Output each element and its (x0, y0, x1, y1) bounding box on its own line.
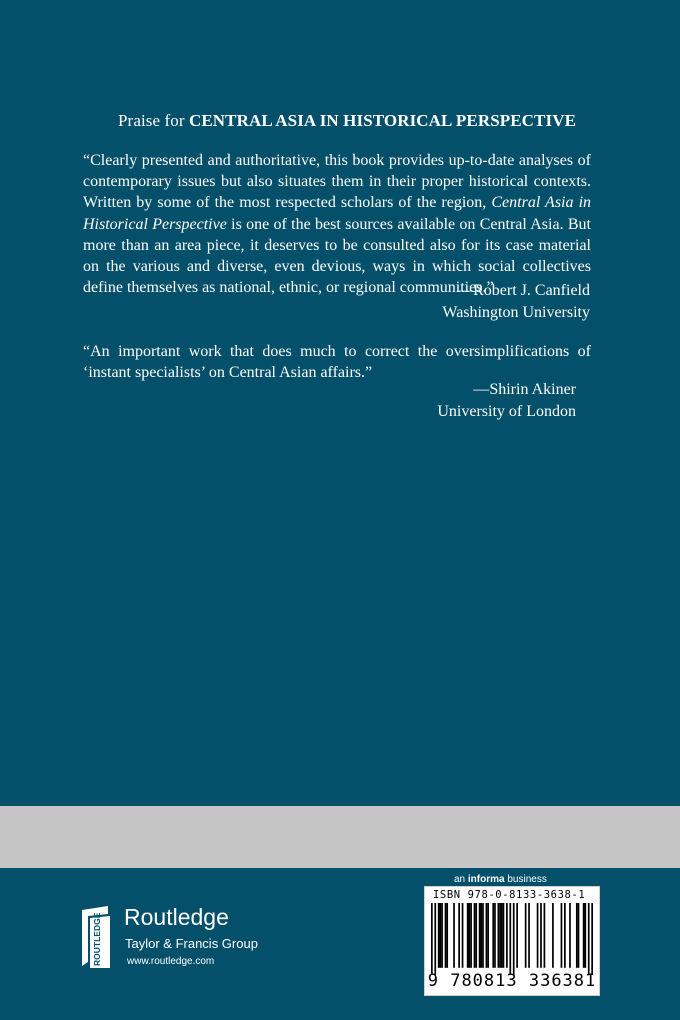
informa-tagline (454, 874, 547, 885)
barcode-bar (482, 903, 484, 968)
barcode-bar (440, 903, 442, 968)
barcode-bar (564, 903, 566, 968)
barcode-bar (474, 903, 476, 968)
quote-1-attribution (442, 280, 590, 323)
barcode-bar (561, 903, 563, 968)
quote-1-text-before: “Clearly presented and authoritative, this book provides up-to-date analyses of contemporary issues but also situates them in their proper historical contexts. Written by some of the most respected scholars of the region, (83, 152, 591, 212)
barcode-bar (501, 903, 503, 968)
isbn-barcode (424, 886, 600, 996)
barcode-bar (469, 903, 471, 968)
quote-2-author: —Shirin Akiner (473, 381, 576, 398)
barcode-bar (576, 903, 578, 968)
barcode-bar (537, 903, 539, 968)
barcode-bar (552, 903, 554, 968)
barcode-bar (470, 903, 472, 968)
logo-mark-letters: ROUTLEDGE (92, 912, 102, 966)
barcode-bar (569, 903, 571, 968)
quote-1-author: —Robert J. Canfield (457, 282, 590, 299)
quote-2-affiliation: University of London (437, 402, 576, 420)
barcode-bar (584, 903, 586, 968)
informa-prefix: an (454, 874, 466, 885)
barcode-bar (498, 903, 500, 968)
barcode-bar (431, 903, 433, 975)
quote-2 (83, 341, 591, 383)
barcode-bar (578, 903, 580, 968)
publisher-name: Routledge (124, 904, 229, 930)
quote-1-affiliation: Washington University (442, 303, 590, 321)
barcode-bar (446, 903, 448, 968)
barcode-bar (588, 903, 590, 975)
gray-band (0, 806, 680, 868)
praise-heading (118, 111, 576, 131)
barcode-bar (509, 903, 511, 975)
barcode-number: 9 780813 336381 (427, 971, 597, 991)
praise-prefix: Praise for (118, 111, 185, 130)
barcode-bar (434, 903, 436, 975)
isbn-label: ISBN 978-0-8133-3638-1 (433, 889, 586, 901)
barcode-bar (516, 903, 518, 968)
routledge-logo (80, 906, 280, 986)
barcode-bar (492, 903, 494, 968)
quote-2-text: “An important work that does much to correct the oversimplifications of ‘instant specialists’ on Central Asian affairs.” (83, 343, 591, 382)
quote-1-text-after: is one of the best sources available on Central Asia. But more than an area piece, it deserves to be consulted also for its case material on the various and diverse, even devious, ways in which social collectives define themselves as national, ethnic, or regional communities.” (83, 215, 592, 297)
barcode-bar (445, 903, 447, 968)
barcode-bar (486, 903, 488, 968)
quote-1 (83, 150, 591, 298)
barcode-bar (503, 903, 505, 968)
book-title: CENTRAL ASIA IN HISTORICAL PERSPECTIVE (188, 111, 577, 130)
barcode-bar (453, 903, 455, 968)
barcode-bar (441, 903, 443, 968)
barcode-bar (528, 903, 530, 968)
barcode-bar (480, 903, 482, 968)
publisher-url: www.routledge.com (127, 956, 215, 967)
barcode-bar (499, 903, 501, 968)
barcode-bar (467, 903, 469, 968)
routledge-logo-icon (80, 906, 114, 968)
quote-1-italic-title: Central Asia in Historical Perspective (83, 194, 592, 233)
informa-suffix: business (507, 874, 547, 885)
barcode-bar (438, 903, 440, 968)
barcode-bars (431, 903, 593, 975)
barcode-bar (544, 903, 546, 968)
barcode-bar (591, 903, 593, 975)
barcode-bar (475, 903, 477, 968)
publisher-group: Taylor & Francis Group (125, 936, 258, 951)
barcode-bar (479, 903, 481, 968)
barcode-bar (487, 903, 489, 968)
barcode-bar (513, 903, 515, 975)
barcode-bar (525, 903, 527, 968)
barcode-bar (494, 903, 496, 968)
barcode-bar (540, 903, 542, 968)
quote-2-attribution (437, 379, 576, 422)
barcode-bar (506, 903, 508, 968)
informa-brand: informa (467, 874, 505, 885)
barcode-bar (583, 903, 585, 968)
barcode-bar (462, 903, 464, 968)
barcode-bar (458, 903, 460, 968)
